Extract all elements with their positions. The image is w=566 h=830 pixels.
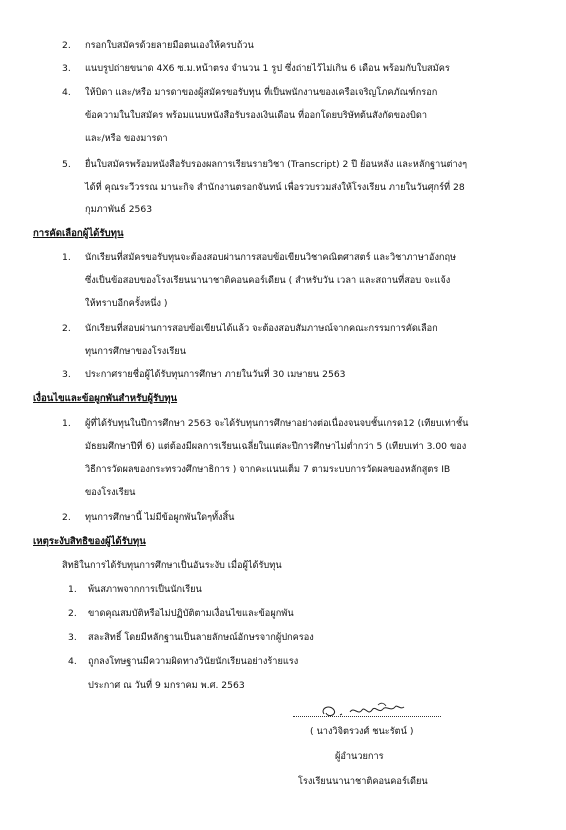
signatory-name: ( นางวิจิตรวงศ์ ชนะรัตน์ ) [310, 726, 414, 737]
item-text: ขาดคุณสมบัติหรือไม่ปฏิบัติตามเงื่อนไขและข้อผูกพัน [88, 608, 294, 619]
termination-intro: สิทธิในการได้รับทุนการศึกษาเป็นอันระงับ เมื่อผู้ได้รับทุน [62, 560, 282, 571]
item-number: 2. [62, 40, 71, 51]
item-text: กุมภาพันธ์ 2563 [85, 204, 153, 215]
item-text: กรอกใบสมัครด้วยลายมือตนเองให้ครบถ้วน [85, 40, 254, 51]
signatory-organization: โรงเรียนนานาชาติคอนคอร์เดียน [298, 776, 428, 787]
item-number: 2. [62, 323, 71, 334]
termination-heading: เหตุระงับสิทธิของผู้ได้รับทุน [33, 536, 146, 547]
item-text: มัธยมศึกษาปีที่ 6) แต่ต้องมีผลการเรียนเฉลี่ยในแต่ละปีการศึกษาไม่ต่ำกว่า 5 (เทียบเท่า 3.00 ของ [85, 441, 467, 452]
item-text: ให้ทราบอีกครั้งหนึ่ง ) [85, 298, 168, 309]
item-number: 2. [62, 512, 71, 523]
handwritten-signature [318, 700, 428, 722]
item-text: ยื่นใบสมัครพร้อมหนังสือรับรองผลการเรียนรายวิชา (Transcript) 2 ปี ย้อนหลัง และหลักฐานต่างๆ [85, 159, 468, 170]
item-number: 5. [62, 159, 71, 170]
item-number: 1. [62, 418, 71, 429]
item-text: ข้อความในใบสมัคร พร้อมแนบหนังสือรับรองเงินเดือน ที่ออกโดยบริษัทต้นสังกัดของบิดา [85, 110, 427, 121]
item-text: ถูกลงโทษฐานมีความผิดทางวินัยนักเรียนอย่างร้ายแรง [88, 656, 299, 667]
item-number: 1. [68, 584, 77, 595]
item-number: 3. [62, 369, 71, 380]
item-text: นักเรียนที่สมัครขอรับทุนจะต้องสอบผ่านการสอบข้อเขียนวิชาคณิตศาสตร์ และวิชาภาษาอังกฤษ [85, 252, 457, 263]
announcement-date: ประกาศ ณ วันที่ 9 มกราคม พ.ศ. 2563 [88, 680, 245, 691]
item-text: นักเรียนที่สอบผ่านการสอบข้อเขียนได้แล้ว จะต้องสอบสัมภาษณ์จากคณะกรรมการคัดเลือก [85, 323, 438, 334]
item-number: 4. [62, 87, 71, 98]
item-number: 2. [68, 608, 77, 619]
item-number: 1. [62, 252, 71, 263]
signatory-position: ผู้อำนวยการ [335, 751, 384, 762]
item-text: ทุนการศึกษานี้ ไม่มีข้อผูกพันใดๆทั้งสิ้น [85, 512, 235, 523]
item-text: ให้บิดา และ/หรือ มารดาของผู้สมัครขอรับทุน ที่เป็นพนักงานของเครือเจริญโภคภัณฑ์กรอก [85, 87, 438, 98]
selection-heading: การคัดเลือกผู้ได้รับทุน [33, 228, 124, 239]
item-text: ทุนการศึกษาของโรงเรียน [85, 346, 186, 357]
item-text: พ้นสภาพจากการเป็นนักเรียน [88, 584, 202, 595]
item-text: และ/หรือ ของมารดา [85, 133, 168, 144]
item-text: ผู้ที่ได้รับทุนในปีการศึกษา 2563 จะได้รับทุนการศึกษาอย่างต่อเนื่องจนจบชั้นเกรด12 (เทียบเท่าชั้น [85, 418, 469, 429]
item-text: ได้ที่ คุณระวีวรรณ มานะกิจ สำนักงานตรอกจันทน์ เพื่อรวบรวมส่งให้โรงเรียน ภายในวันศุกร์ที่ 28 [85, 182, 465, 193]
item-text: ของโรงเรียน [85, 487, 136, 498]
item-text: ซึ่งเป็นข้อสอบของโรงเรียนนานาชาติคอนคอร์เดียน ( สำหรับวัน เวลา และสถานที่สอบ จะแจ้ง [85, 275, 451, 286]
item-text: แนบรูปถ่ายขนาด 4X6 ซ.ม.หน้าตรง จำนวน 1 รูป ซึ่งถ่ายไว้ไม่เกิน 6 เดือน พร้อมกับใบสมัคร [85, 63, 450, 74]
item-number: 4. [68, 656, 77, 667]
item-number: 3. [62, 63, 71, 74]
item-text: วิธีการวัดผลของกระทรวงศึกษาธิการ ) จากคะแนนเต็ม 7 ตามระบบการวัดผลของหลักสูตร IB [85, 464, 451, 475]
conditions-heading: เงื่อนไขและข้อผูกพันสำหรับผู้รับทุน [33, 393, 178, 404]
item-text: ประกาศรายชื่อผู้ได้รับทุนการศึกษา ภายในวันที่ 30 เมษายน 2563 [85, 369, 346, 380]
signature-line [293, 716, 441, 717]
item-text: สละสิทธิ์ โดยมีหลักฐานเป็นลายลักษณ์อักษรจากผู้ปกครอง [88, 632, 314, 643]
item-number: 3. [68, 632, 77, 643]
